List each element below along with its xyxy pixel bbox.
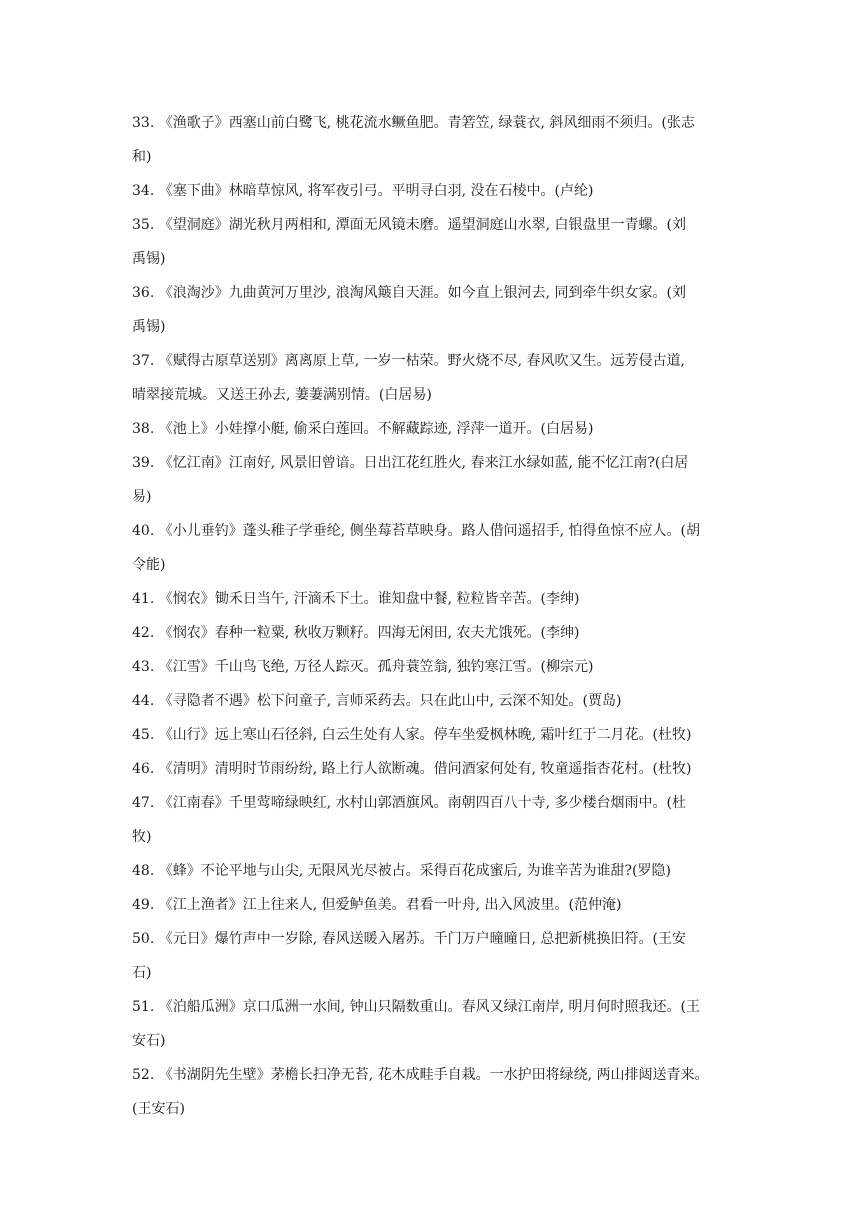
text-line: 48. 《蜂》不论平地与山尖, 无限风光尽被占。采得百花成蜜后, 为谁辛苦为谁甜?(罗隐) — [132, 863, 671, 879]
text-line: 41. 《悯农》锄禾日当午, 汗滴禾下土。谁知盘中餐, 粒粒皆辛苦。(李绅) — [132, 591, 580, 607]
text-line: 52. 《书湖阴先生壁》茅檐长扫净无苔, 花木成畦手自栽。一水护田将绿绕, 两山排闼送青来。 — [132, 1067, 709, 1083]
text-line: 晴翠接荒城。又送王孙去, 萋萋满别情。(白居易) — [132, 387, 432, 403]
text-line: 44. 《寻隐者不遇》松下问童子, 言师采药去。只在此山中, 云深不知处。(贾岛) — [132, 693, 622, 709]
text-line: 34. 《塞下曲》林暗草惊风, 将军夜引弓。平明寻白羽, 没在石棱中。(卢纶) — [132, 183, 594, 199]
text-line: 石) — [132, 965, 152, 981]
text-line: 40. 《小儿垂钓》蓬头稚子学垂纶, 侧坐莓苔草映身。路人借问遥招手, 怕得鱼惊不应人。(胡 — [132, 523, 700, 539]
text-line: 50. 《元日》爆竹声中一岁除, 春风送暖入屠苏。千门万户曈曈日, 总把新桃换旧符。(王安 — [132, 931, 686, 947]
text-line: 35. 《望洞庭》湖光秋月两相和, 潭面无风镜未磨。遥望洞庭山水翠, 白银盘里一青螺。(刘 — [132, 217, 686, 233]
text-line: 37. 《赋得古原草送别》离离原上草, 一岁一枯荣。野火烧不尽, 春风吹又生。远芳侵古道, — [132, 353, 685, 369]
text-line: 牧) — [132, 829, 152, 845]
text-line: 47. 《江南春》千里莺啼绿映红, 水村山郭酒旗风。南朝四百八十寺, 多少楼台烟雨中。(杜 — [132, 795, 686, 811]
text-line: 45. 《山行》远上寒山石径斜, 白云生处有人家。停车坐爱枫林晚, 霜叶红于二月花。(杜牧) — [132, 727, 692, 743]
text-line: 51. 《泊船瓜洲》京口瓜洲一水间, 钟山只隔数重山。春风又绿江南岸, 明月何时照我还。(王 — [132, 999, 700, 1015]
text-line: 禹锡) — [132, 251, 166, 267]
text-line: 39. 《忆江南》江南好, 风景旧曾谙。日出江花红胜火, 春来江水绿如蓝, 能不忆江南?(白居 — [132, 455, 689, 471]
text-line: 42. 《悯农》春种一粒粟, 秋收万颗籽。四海无闲田, 农夫尤饿死。(李绅) — [132, 625, 580, 641]
text-line: 36. 《浪淘沙》九曲黄河万里沙, 浪淘风簸自天涯。如今直上银河去, 同到牵牛织女家。(刘 — [132, 285, 686, 301]
text-line: 令能) — [132, 557, 166, 573]
text-line: 和) — [132, 149, 152, 165]
text-line: 46. 《清明》清明时节雨纷纷, 路上行人欲断魂。借问酒家何处有, 牧童遥指杏花村。(杜牧) — [132, 761, 692, 777]
text-line: 49. 《江上渔者》江上往来人, 但爱鲈鱼美。君看一叶舟, 出入风波里。(范仲淹) — [132, 897, 622, 913]
text-line: 易) — [132, 489, 152, 505]
text-line: 38. 《池上》小娃撑小艇, 偷采白莲回。不解藏踪迹, 浮萍一道开。(白居易) — [132, 421, 594, 437]
text-line: 33. 《渔歌子》西塞山前白鹭飞, 桃花流水鳜鱼肥。青箬笠, 绿蓑衣, 斜风细雨不须归。(张志 — [132, 115, 695, 131]
poem-list — [132, 106, 736, 1126]
text-line: 43. 《江雪》千山鸟飞绝, 万径人踪灭。孤舟蓑笠翁, 独钓寒江雪。(柳宗元) — [132, 659, 594, 675]
text-line: (王安石) — [132, 1101, 185, 1117]
text-line: 禹锡) — [132, 319, 166, 335]
text-line: 安石) — [132, 1033, 166, 1049]
